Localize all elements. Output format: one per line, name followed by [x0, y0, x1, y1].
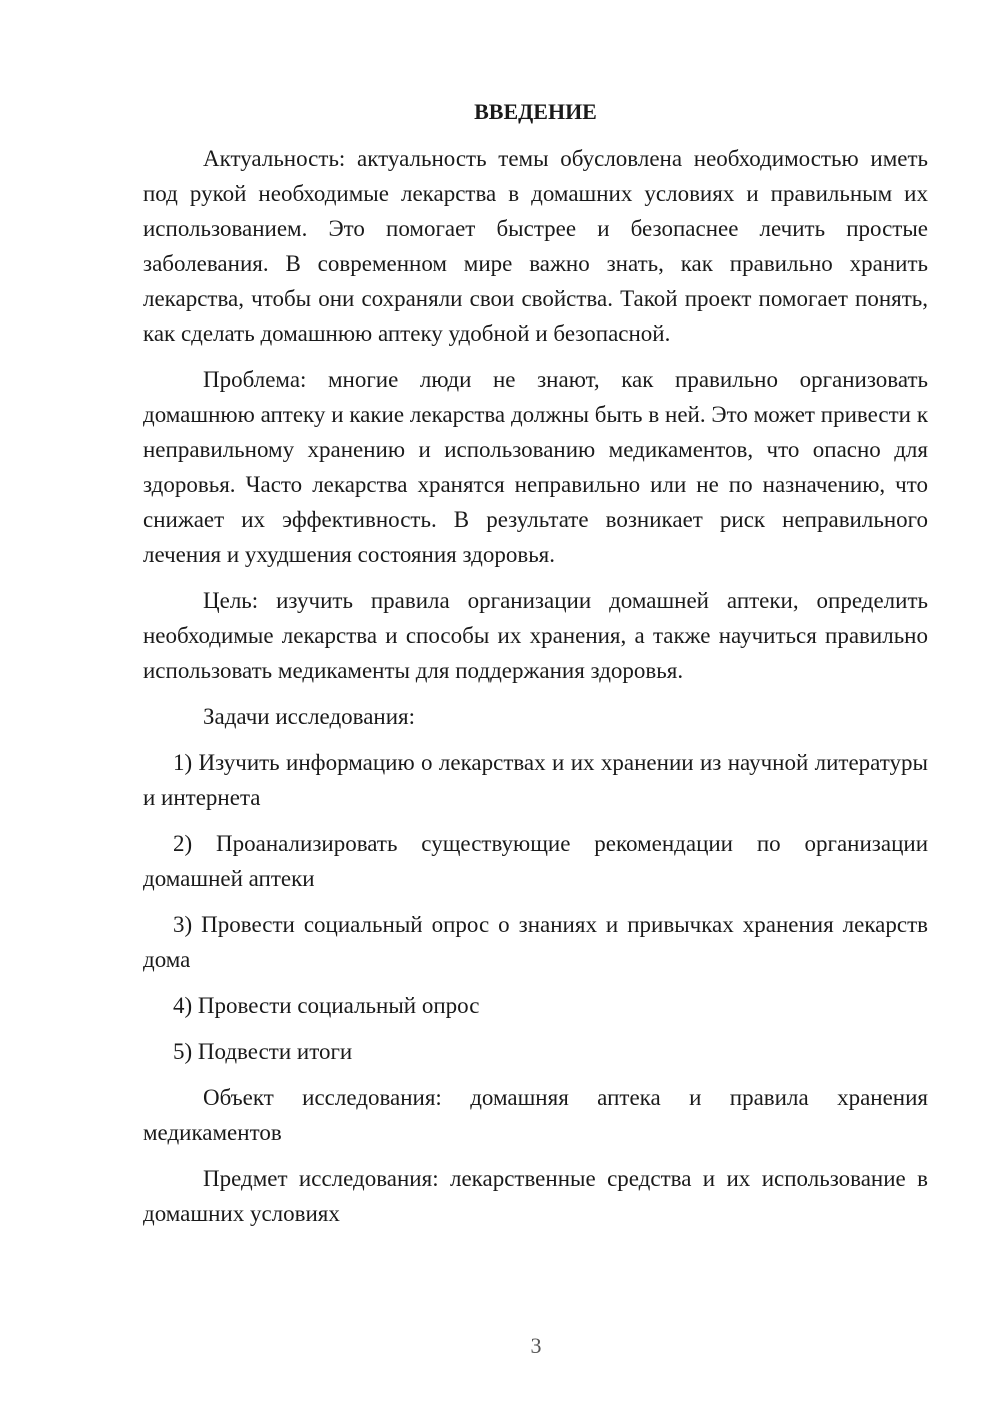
tasks-heading: Задачи исследования: — [203, 704, 416, 729]
tasks-list — [143, 745, 928, 1069]
document-body — [143, 94, 928, 1231]
object-paragraph: Объект исследования: домашняя аптека и правила хранения медикаментов — [143, 1085, 928, 1145]
page-title: ВВЕДЕНИЕ — [474, 99, 597, 124]
list-item: 4) Провести социальный опрос — [173, 993, 480, 1018]
goal-paragraph: Цель: изучить правила организации домашней аптеки, определить необходимые лекарства и способы их хранения, а также научиться правильно использовать медикаменты для поддержания здоровья. — [143, 588, 928, 683]
list-item: 1) Изучить информацию о лекарствах и их хранении из научной литературы и интернета — [143, 750, 928, 810]
relevance-paragraph: Актуальность: актуальность темы обусловлена необходимостью иметь под рукой необходимые лекарства в домашних условиях и правильным их использованием. Это помогает быстрее и безопаснее лечить простые заболевания. В современном мире важно знать, как правильно хранить лекарства, чтобы они сохраняли свои свойства. Такой проект помогает понять, как сделать домашнюю аптеку удобной и безопасной. — [143, 146, 928, 346]
list-item: 3) Провести социальный опрос о знаниях и привычках хранения лекарств дома — [143, 912, 928, 972]
subject-paragraph: Предмет исследования: лекарственные средства и их использование в домашних условиях — [143, 1166, 928, 1226]
page-number: 3 — [530, 1333, 542, 1358]
list-item: 5) Подвести итоги — [173, 1039, 353, 1064]
list-item: 2) Проанализировать существующие рекомендации по организации домашней аптеки — [143, 831, 928, 891]
problem-paragraph: Проблема: многие люди не знают, как правильно организовать домашнюю аптеку и какие лекарства должны быть в ней. Это может привести к неправильному хранению и использованию медикаментов, что опасно для здоровья. Часто лекарства хранятся неправильно или не по назначению, что снижает их эффективность. В результате возникает риск неправильного лечения и ухудшения состояния здоровья. — [143, 367, 928, 567]
